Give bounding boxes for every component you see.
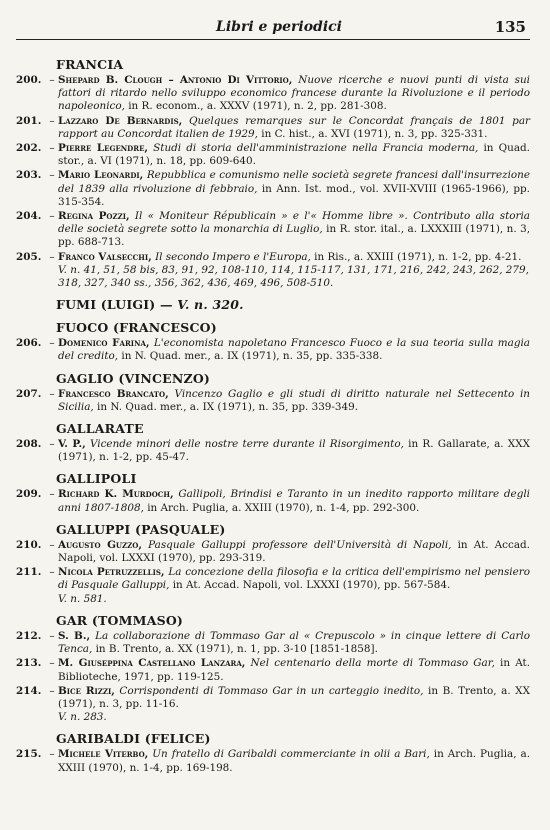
- entry-text: [58, 210, 530, 250]
- entry-citation: in R. econom., a. XXXV (1971), n. 2, pp. 281-308.: [128, 100, 387, 113]
- bibliography-entry: [16, 337, 530, 363]
- section-heading: [56, 731, 530, 747]
- section-heading-text: GAR (TOMMASO): [56, 612, 184, 628]
- entry-dash: –: [49, 114, 55, 127]
- entry-text: [58, 388, 530, 414]
- section-heading: [56, 57, 530, 73]
- see-also-reference: V. n. 283.: [58, 711, 107, 724]
- entry-title: Nuove ricerche e nuovi punti di vista sui fattori di ritardo nello sviluppo economico francese durante la Rivoluzione e il periodo napoleonico,: [58, 74, 530, 113]
- bibliography-entry: [16, 748, 530, 774]
- entry-number: 211.: [16, 566, 42, 579]
- bibliography-entry: [16, 210, 530, 250]
- entry-author: Regina Pozzi,: [58, 210, 130, 223]
- see-also-reference: V. n. 581.: [58, 592, 107, 605]
- section-heading: [56, 371, 530, 387]
- entry-text: [58, 438, 530, 464]
- entry-number: 201.: [16, 114, 42, 127]
- entry-number: 212.: [16, 629, 42, 642]
- section-heading: [56, 421, 530, 437]
- entry-author: Michele Viterbo,: [58, 748, 149, 761]
- entry-number: 205.: [16, 250, 42, 263]
- entry-title: Un fratello di Garibaldi commerciante in olii a Bari,: [152, 748, 430, 761]
- entry-title: Vincenzo Gaglio e gli studi di diritto naturale nel Settecento in Sicilia,: [58, 387, 530, 413]
- section-heading: [56, 613, 530, 629]
- bibliography-body: [16, 50, 530, 775]
- bibliography-entry: [16, 438, 530, 464]
- entry-text: [58, 566, 530, 592]
- entry-citation: in At. Biblioteche, 1971, pp. 119-125.: [58, 657, 531, 683]
- section-heading-text: FUMI (LUIGI) —: [56, 297, 173, 313]
- entry-title: Corrispondenti di Tommaso Gar in un carteggio inedito,: [119, 684, 424, 697]
- entry-author: Franco Valsecchi,: [58, 250, 152, 263]
- entry-citation: in N. Quad. mer., a. IX (1971), n. 35, pp. 335-338.: [121, 350, 383, 363]
- entry-number: 206.: [16, 337, 42, 350]
- entry-text: [58, 657, 530, 683]
- section-heading-text: FRANCIA: [56, 57, 124, 72]
- entry-citation: in Quad. stor., a. VI (1971), n. 18, pp. 609-640.: [58, 142, 530, 168]
- section-heading-text: GALLARATE: [56, 421, 144, 437]
- entry-author: Lazzaro De Bernardis,: [58, 114, 183, 127]
- section: [16, 320, 530, 363]
- entry-number: 210.: [16, 538, 42, 551]
- entry-text: [58, 488, 530, 514]
- running-head-title: Libri e periodici: [216, 19, 342, 35]
- bibliography-entry: [16, 169, 530, 209]
- entry-citation: in B. Trento, a. XX (1971), n. 3, pp. 11-16.: [58, 684, 530, 710]
- entry-title: Studi di storia dell'amministrazione nella Francia moderna,: [153, 142, 479, 155]
- entry-number: 200.: [16, 74, 42, 86]
- section-heading-text: GARIBALDI (FELICE): [56, 731, 211, 747]
- entry-text: [58, 337, 530, 363]
- entry-number: 202.: [16, 142, 42, 155]
- entry-citation: in Ann. Ist. mod., vol. XVII-XVIII (1965-1966), pp. 315-354.: [58, 182, 530, 208]
- entry-author: Pierre Legendre,: [58, 142, 149, 155]
- entry-number: 215.: [16, 748, 42, 761]
- entry-dash: –: [49, 250, 55, 263]
- entry-dash: –: [49, 538, 55, 551]
- entry-citation: in N. Quad. mer., a. IX (1971), n. 35, pp. 339-349.: [97, 400, 359, 413]
- entry-author: Richard K. Murdoch,: [58, 488, 174, 501]
- entry-citation: in B. Trento, a. XX (1971), n. 1, pp. 3-10 [1851-1858].: [95, 643, 378, 656]
- bibliography-entry: [16, 566, 530, 592]
- entry-number: 209.: [16, 488, 42, 501]
- entry-number: 204.: [16, 210, 42, 223]
- entry-title: Il secondo Impero e l'Europa,: [155, 250, 311, 263]
- entry-author: M. Giuseppina Castellano Lanzara,: [58, 657, 246, 670]
- entry-text: [58, 539, 530, 565]
- entry-dash: –: [49, 488, 55, 501]
- entry-dash: –: [49, 169, 55, 182]
- page-number: 135: [494, 18, 526, 36]
- entry-text: [58, 142, 530, 168]
- entry-number: 203.: [16, 169, 42, 182]
- section-heading: [56, 320, 530, 336]
- bibliography-entry: [16, 488, 530, 514]
- bibliography-entry: [16, 388, 530, 414]
- entry-author: Francesco Brancato,: [58, 387, 169, 400]
- entry-author: Augusto Guzzo,: [58, 538, 142, 551]
- entry-title: La concezione della filosofia e la critica dell'empirismo nel pensiero di Pasquale Galluppi,: [58, 566, 530, 592]
- section-heading-text: GAGLIO (VINCENZO): [56, 370, 211, 386]
- bibliography-entry: [16, 115, 530, 141]
- section-heading-text: GALLIPOLI: [56, 471, 137, 487]
- section: [16, 613, 530, 724]
- entry-citation: in Ris., a. XXIII (1971), n. 1-2, pp. 4-21.: [314, 250, 522, 263]
- cross-reference: V. n. 320.: [177, 297, 244, 313]
- entry-number: 213.: [16, 657, 42, 670]
- entry-number: 207.: [16, 387, 42, 400]
- section: [16, 57, 530, 290]
- bibliography-entry: [16, 142, 530, 168]
- entry-dash: –: [49, 684, 55, 697]
- entry-text: [58, 630, 530, 656]
- entry-text: [58, 169, 530, 209]
- entry-citation: in R. Gallarate, a. XXX (1971), n. 1-2, pp. 45-47.: [58, 438, 530, 464]
- entry-title: La collaborazione di Tommaso Gar al « Crepuscolo » in cinque lettere di Carlo Tenca,: [58, 629, 530, 656]
- entry-author: S. B.,: [58, 629, 91, 642]
- section-heading-text: FUOCO (FRANCESCO): [56, 320, 217, 336]
- entry-dash: –: [49, 629, 55, 642]
- section: [16, 371, 530, 414]
- entry-dash: –: [49, 387, 55, 400]
- entry-title: Repubblica e comunismo nelle società segrete francesi dall'insurrezione del 1839 alla rivoluzione di febbraio,: [58, 169, 530, 195]
- entry-citation: in At. Accad. Napoli, vol. LXXXI (1970), pp. 567-584.: [172, 579, 451, 592]
- running-head: [16, 17, 530, 40]
- entry-dash: –: [49, 142, 55, 155]
- entry-text: [58, 74, 530, 114]
- entry-author: Mario Leonardi,: [58, 169, 144, 182]
- entry-dash: –: [49, 74, 55, 86]
- section: [16, 297, 530, 313]
- entry-title: Vicende minori delle nostre terre durante il Risorgimento,: [89, 438, 404, 451]
- entry-text: [58, 748, 530, 774]
- entry-title: Gallipoli, Brindisi e Taranto in un inedito rapporto militare degli anni 1807-1808,: [58, 488, 530, 514]
- entry-title: Quelques remarques sur le Concordat français de 1801 par rapport au Concordat italien de 1929,: [58, 114, 530, 140]
- section-heading: [56, 297, 530, 313]
- entry-dash: –: [49, 657, 55, 670]
- section: [16, 471, 530, 514]
- entry-author: Bice Rizzi,: [58, 684, 115, 697]
- entry-citation: in Arch. Puglia, a. XXIII (1970), n. 1-4, pp. 292-300.: [147, 501, 420, 514]
- entry-citation: in Arch. Puglia, a. XXIII (1970), n. 1-4, pp. 169-198.: [58, 748, 531, 774]
- entry-dash: –: [49, 337, 55, 350]
- entry-author: V. P.,: [58, 438, 86, 451]
- entry-dash: –: [49, 748, 55, 761]
- entry-dash: –: [49, 566, 55, 579]
- bibliography-entry: [16, 251, 530, 264]
- section: [16, 421, 530, 464]
- entry-number: 214.: [16, 684, 42, 697]
- entry-title: Pasquale Galluppi professore dell'Università di Napoli,: [148, 538, 452, 551]
- see-also-reference: V. n. 41, 51, 58 bis, 83, 91, 92, 108-110, 114, 115-117, 131, 171, 216, 242, 243, 262, 279, 318, 327, 340 ss., 356, 362, 436, 469, 496, 508-510.: [58, 263, 529, 290]
- entry-text: [58, 685, 530, 711]
- bibliography-entry: [16, 630, 530, 656]
- section-heading: [56, 522, 530, 538]
- bibliography-entry: [16, 657, 530, 683]
- entry-author: Nicola Petruzzellis,: [58, 566, 165, 579]
- bibliography-entry: [16, 539, 530, 565]
- section: [16, 731, 530, 774]
- entry-citation: in R. stor. ital., a. LXXXIII (1971), n. 3, pp. 688-713.: [58, 223, 531, 249]
- bibliography-entry: [16, 74, 530, 114]
- entry-number: 208.: [16, 438, 42, 451]
- entry-citation: in C. hist., a. XVI (1971), n. 3, pp. 325-331.: [261, 127, 488, 140]
- entry-text: [58, 251, 530, 264]
- entry-author: Domenico Farina,: [58, 337, 150, 350]
- entry-title: Il « Moniteur Républicain » e l'« Homme libre ». Contributo alla storia delle società segrete sotto la monarchia di Luglio,: [58, 210, 531, 236]
- entry-author: Shepard B. Clough – Antonio Di Vittorio,: [58, 74, 293, 86]
- entry-citation: in At. Accad. Napoli, vol. LXXXI (1970), pp. 293-319.: [58, 538, 530, 565]
- section-heading: [56, 471, 530, 487]
- entry-dash: –: [49, 438, 55, 451]
- bibliography-entry: [16, 685, 530, 711]
- section-heading-text: GALLUPPI (PASQUALE): [56, 521, 226, 537]
- entry-title: Nel centenario della morte di Tommaso Gar,: [250, 657, 495, 670]
- entry-dash: –: [49, 210, 55, 223]
- entry-title: L'economista napoletano Francesco Fuoco e la sua teoria sulla magia del credito,: [58, 337, 530, 363]
- section: [16, 522, 530, 606]
- entry-text: [58, 115, 530, 141]
